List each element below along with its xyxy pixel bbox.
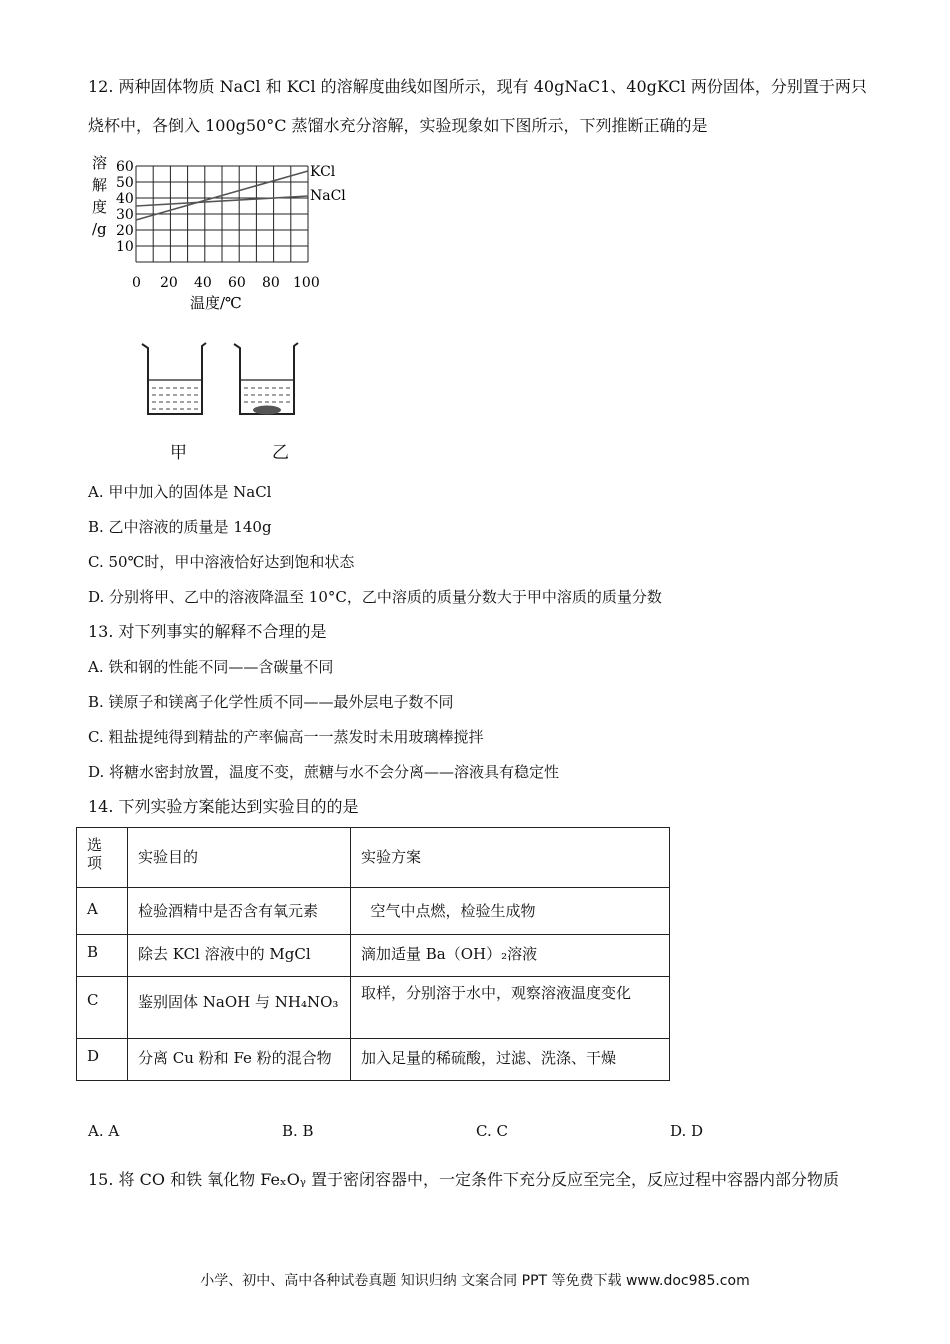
q12-option-c: C. 50℃时，甲中溶液恰好达到饱和状态 xyxy=(88,553,355,571)
ylabel-char-2: 解 xyxy=(92,176,108,194)
row-b-plan: 滴加适量 Ba（OH）₂溶液 xyxy=(351,935,670,977)
q13-stem: 13. 对下列事实的解释不合理的是 xyxy=(88,622,327,641)
q13-option-c: C. 粗盐提纯得到精盐的产率偏高一一蒸发时未用玻璃棒搅拌 xyxy=(88,728,484,746)
row-d-plan: 加入足量的稀硫酸，过滤、洗涤、干燥 xyxy=(351,1039,670,1081)
row-d-key: D xyxy=(77,1039,128,1081)
page-footer: 小学、初中、高中各种试卷真题 知识归纳 文案合同 PPT 等免费下载 www.doc985.com xyxy=(200,1273,750,1289)
q14-stem: 14. 下列实验方案能达到实验目的的是 xyxy=(88,797,359,816)
q14-answer-a: A. A xyxy=(88,1122,120,1140)
table-row xyxy=(77,1039,670,1081)
beaker-jia xyxy=(140,340,210,420)
chart-grid xyxy=(136,166,308,262)
kcl-label: KCl xyxy=(310,164,336,180)
row-c-key: C xyxy=(77,977,128,1039)
undissolved-solid xyxy=(253,406,281,415)
row-d-purpose: 分离 Cu 粉和 Fe 粉的混合物 xyxy=(128,1039,351,1081)
q15-stem: 15. 将 CO 和铁 氧化物 FeₓOᵧ 置于密闭容器中，一定条件下充分反应至完全，反应过程中容器内部分物质 xyxy=(88,1170,839,1189)
q14-answer-c: C. C xyxy=(476,1122,508,1140)
xtick-80: 80 xyxy=(262,275,280,291)
ytick-20: 20 xyxy=(116,223,134,239)
xtick-20: 20 xyxy=(160,275,178,291)
q13-option-b: B. 镁原子和镁离子化学性质不同——最外层电子数不同 xyxy=(88,693,454,711)
q14-answer-d: D. D xyxy=(670,1122,704,1140)
q12-option-a: A. 甲中加入的固体是 NaCl xyxy=(88,483,272,501)
table-header-row xyxy=(77,828,670,888)
ytick-40: 40 xyxy=(116,191,134,207)
ylabel-char-4: /g xyxy=(92,220,107,238)
ylabel-char-1: 溶 xyxy=(92,154,108,172)
beaker-label-yi: 乙 xyxy=(272,443,289,463)
experiment-table xyxy=(76,827,670,1081)
q13-option-d: D. 将糖水密封放置，温度不变，蔗糖与水不会分离——溶液具有稳定性 xyxy=(88,763,560,781)
q12-option-b: B. 乙中溶液的质量是 140g xyxy=(88,518,272,536)
xtick-40: 40 xyxy=(194,275,212,291)
ytick-50: 50 xyxy=(116,175,134,191)
header-plan: 实验方案 xyxy=(351,828,670,888)
q12-option-d: D. 分别将甲、乙中的溶液降温至 10°C，乙中溶质的质量分数大于甲中溶质的质量分数 xyxy=(88,588,662,606)
ytick-60: 60 xyxy=(116,159,134,175)
q13-option-a: A. 铁和钢的性能不同——含碳量不同 xyxy=(88,658,334,676)
xtick-100: 100 xyxy=(293,275,320,291)
q12-stem-line1: 12. 两种固体物质 NaCl 和 KCl 的溶解度曲线如图所示，现有 40gNaC1、40gKCl 两份固体，分别置于两只 xyxy=(88,77,867,96)
beaker-yi xyxy=(232,340,302,420)
table-row xyxy=(77,935,670,977)
table-row xyxy=(77,977,670,1039)
row-b-key: B xyxy=(77,935,128,977)
table-row xyxy=(77,888,670,935)
row-a-key: A xyxy=(77,888,128,935)
xtick-0: 0 xyxy=(132,275,141,291)
xtick-60: 60 xyxy=(228,275,246,291)
ylabel-char-3: 度 xyxy=(92,198,108,216)
xlabel: 温度/℃ xyxy=(190,294,242,310)
ytick-30: 30 xyxy=(116,207,134,223)
solubility-chart xyxy=(88,150,358,310)
ytick-10: 10 xyxy=(116,239,134,255)
header-option: 选 项 xyxy=(77,828,128,888)
header-purpose: 实验目的 xyxy=(128,828,351,888)
row-c-purpose: 鉴别固体 NaOH 与 NH₄NO₃ xyxy=(128,977,351,1039)
row-a-purpose: 检验酒精中是否含有氧元素 xyxy=(128,888,351,935)
row-a-plan: 空气中点燃，检验生成物 xyxy=(351,888,670,935)
beaker-label-jia: 甲 xyxy=(170,443,187,463)
q14-answer-b: B. B xyxy=(282,1122,314,1140)
row-b-purpose: 除去 KCl 溶液中的 MgCl xyxy=(128,935,351,977)
row-c-plan: 取样，分别溶于水中，观察溶液温度变化 xyxy=(351,977,670,1039)
q12-stem-line2: 烧杯中，各倒入 100g50°C 蒸馏水充分溶解，实验现象如下图所示，下列推断正确的是 xyxy=(88,116,708,135)
nacl-label: NaCl xyxy=(310,188,346,204)
